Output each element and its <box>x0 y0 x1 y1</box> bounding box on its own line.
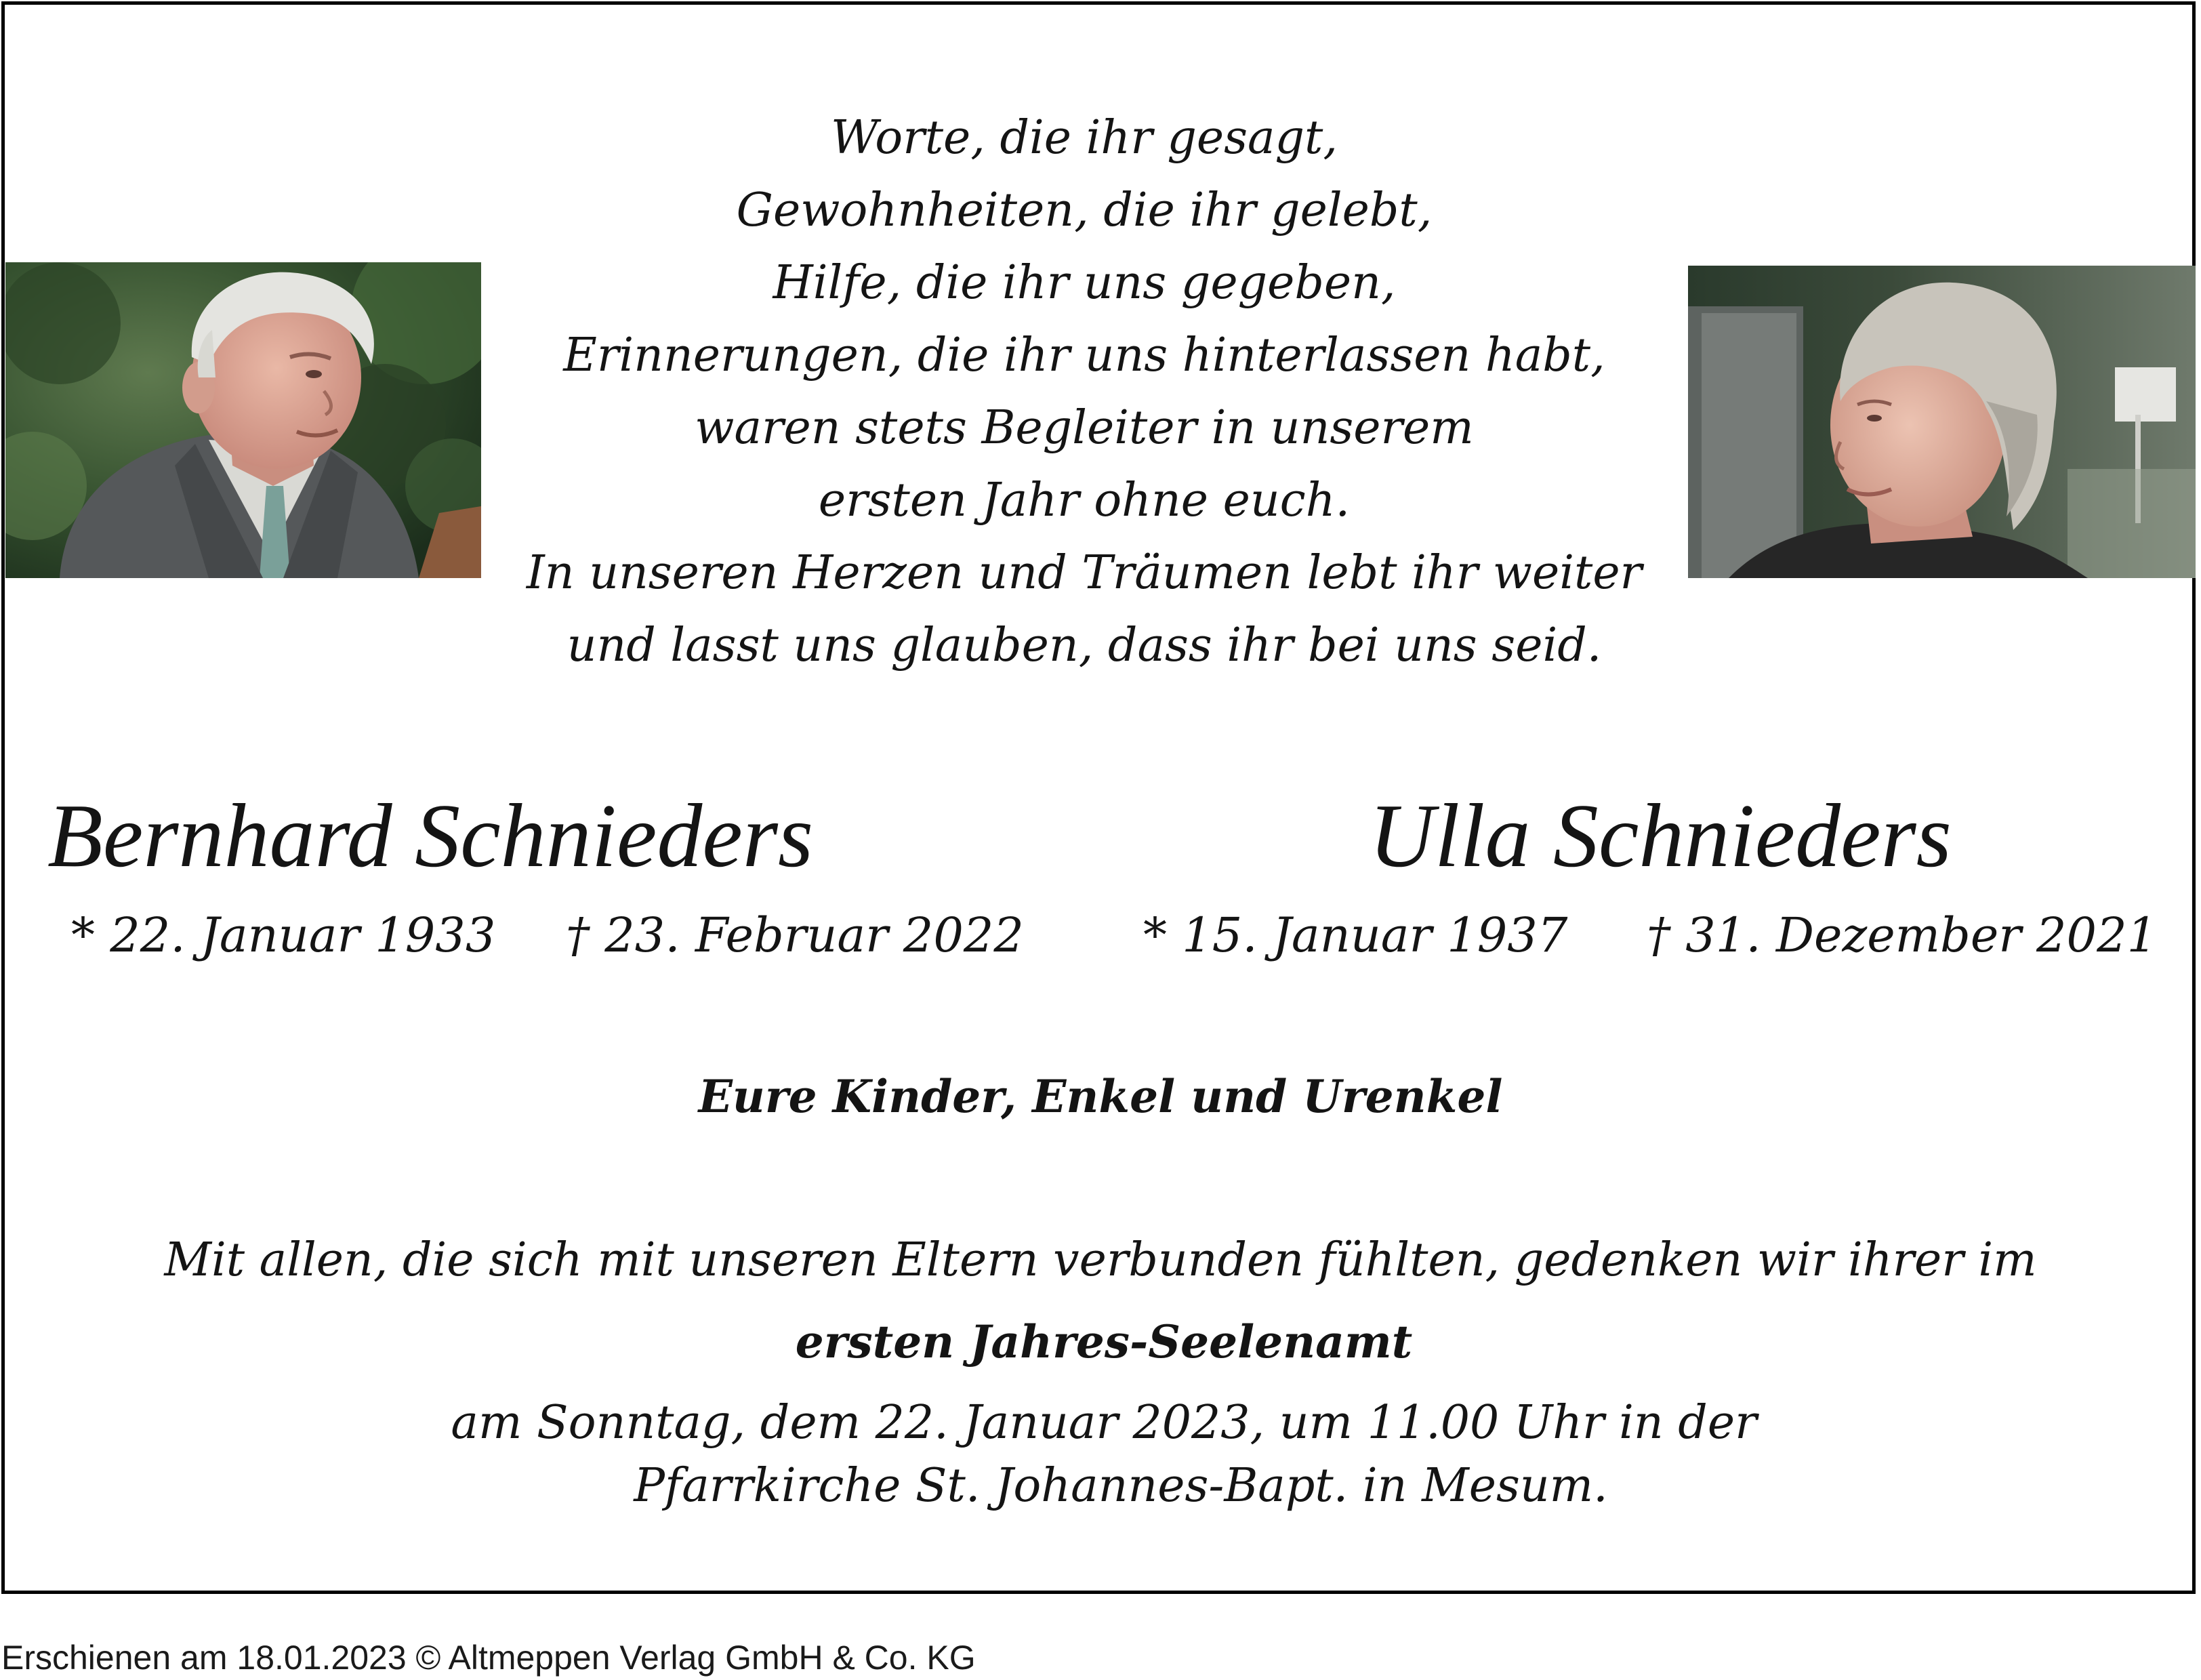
poem-line: In unseren Herzen und Träumen lebt ihr weiter <box>526 546 1643 600</box>
publication-footer: Erschienen am 18.01.2023 © Altmeppen Verlag GmbH & Co. KG <box>1 1639 976 1677</box>
portrait-ulla <box>1688 266 2196 578</box>
name-ulla: Ulla Schnieders <box>1369 785 1952 886</box>
poem-line: waren stets Begleiter in unserem <box>695 401 1474 455</box>
portrait-man-image <box>5 262 481 578</box>
poem-line: Gewohnheiten, die ihr gelebt, <box>736 184 1433 237</box>
poem-line: Hilfe, die ihr uns gegeben, <box>773 256 1396 310</box>
poem-line: Worte, die ihr gesagt, <box>831 111 1338 165</box>
death-date-bernhard: † 23. Februar 2022 <box>566 907 1024 963</box>
poem-line: Erinnerungen, die ihr uns hinterlassen habt, <box>563 329 1605 382</box>
name-bernhard: Bernhard Schnieders <box>47 785 814 886</box>
poem-line: und lasst uns glauben, dass ihr bei uns seid. <box>567 619 1602 672</box>
service-location: Pfarrkirche St. Johannes-Bapt. in Mesum. <box>634 1459 1608 1513</box>
birth-date-ulla: * 15. Januar 1937 <box>1143 907 1568 963</box>
portrait-woman-image <box>1688 266 2196 578</box>
portrait-bernhard <box>5 262 481 578</box>
family-signature: Eure Kinder, Enkel und Urenkel <box>698 1070 1503 1123</box>
service-title: ersten Jahres-Seelenamt <box>795 1315 1413 1368</box>
service-date-time: am Sonntag, dem 22. Januar 2023, um 11.00 Uhr in der <box>451 1396 1757 1450</box>
poem-line: ersten Jahr ohne euch. <box>818 474 1351 527</box>
service-intro: Mit allen, die sich mit unseren Eltern verbunden fühlten, gedenken wir ihrer im <box>164 1233 2037 1287</box>
birth-date-bernhard: * 22. Januar 1933 <box>71 907 496 963</box>
death-date-ulla: † 31. Dezember 2021 <box>1647 907 2158 963</box>
memorial-poem <box>488 102 1681 682</box>
